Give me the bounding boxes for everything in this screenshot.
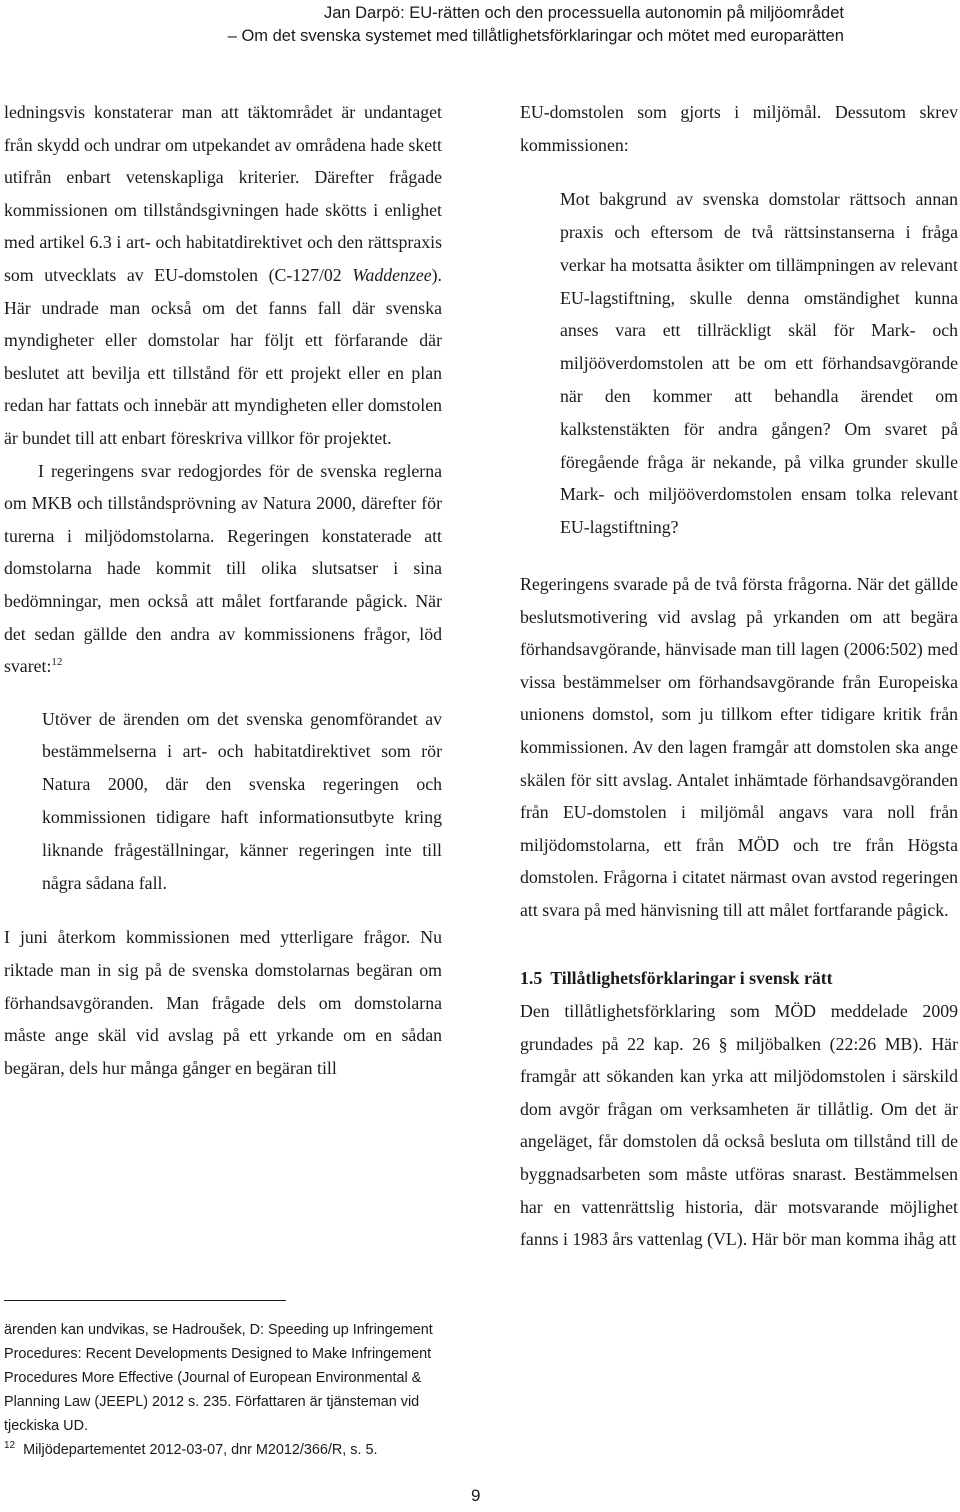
block-quote: Utöver de ärenden om det svenska genomförandet av bestämmelserna i art- och habitatdirektivet som rör Natura 2000, där den svenska regeringen och kommissionen tidigare haft informationsutbyte kring liknande frågeställningar, känner regeringen inte till några sådana fall.: [42, 708, 442, 893]
left-column: [4, 96, 442, 1084]
paragraph: Den tillåtlighetsförklaring som MÖD meddelade 2009 grundades på 22 kap. 26 § miljöbalken (22:26 MB). Här framgår att sökanden kan yrka att miljödomstolen i särskild dom avgör frågan om verksamheten är tillåtlig. Om det är angeläget, får domstolen då också besluta om tillstånd till de byggnadsarbeten som måste utföras snarast. Bestämmelsen har en vattenrättslig historia, där motsvarande möjlighet fanns i 1983 års vattenlag (VL). Här bör man komma ihåg att: [520, 1001, 958, 1250]
case-name: Waddenzee: [352, 264, 432, 285]
section-number: 1.5: [520, 968, 543, 989]
paragraph: [4, 455, 442, 683]
paragraph: [4, 96, 442, 455]
running-head-subtitle: – Om det svenska systemet med tillåtlighetsförklaringar och mötet med europarätten: [227, 27, 844, 45]
paragraph-text: ). Här undrade man också om det fanns fall där svenska myndigheter eller domstolar har följt ett förfarande där beslutet att bevilja ett tillstånd för ett projekt eller en plan redan har fattats och innebär att myndigheten eller domstolen är bundet till att enbart föreskriva villkor för projektet.: [4, 264, 442, 448]
paragraph: I juni återkom kommissionen med ytterligare frågor. Nu riktade man in sig på de svenska domstolarnas begäran om förhandsavgöranden. Man frågade dels om domstolarna måste ange skäl vid avslag på ett yrkande om en sådan begäran, dels hur många gånger en begäran till: [4, 927, 442, 1078]
paragraph-text: I regeringens svar redogjordes för de svenska reglerna om MKB och tillståndsprövning av Natura 2000, därefter för turerna i miljödomstolarna. Regeringen konstaterade att domstolarna hade kommit till olika slutsatser i sina bedömningar, men också att målet fortfarande pågick. När det sedan gällde den andra av kommissionens frågor, löd svaret:: [4, 460, 442, 677]
paragraph-text: ledningsvis konstaterar man att täktområdet är undantaget från skydd och undrar om utpekandet av områdena hade skett utifrån enbart vetenskapliga kriterier. Därefter frågade kommissionen om tillståndsgivningen hade skötts i enlighet med artikel 6.3 i art- och habitatdirektivet och den rättspraxis som utvecklats av EU-domstolen (C-127/02: [4, 102, 442, 285]
block-quote: Mot bakgrund av svenska domstolar rättsoch annan praxis och eftersom de två rättsinstanserna i fråga verkar ha motsatta åsikter om tillämpningen av relevant EU-lagstiftning, skulle denna omständighet kunna anses vara ett tillräckligt skäl för Mark- och miljööverdomstolen att be om ett förhandsavgörande när den kommer att behandla ärendet om kalkstenstäkten för andra gången? Om svaret på föregående fråga är nekande, på vilka grunder skulle Mark- och miljööverdomstolen ensam tolka relevant EU-lagstiftning?: [560, 189, 958, 538]
footnote-text: Miljödepartementet 2012-03-07, dnr M2012/366/R, s. 5.: [23, 1442, 378, 1458]
running-head-author-title: Jan Darpö: EU-rätten och den processuella autonomin på miljöområdet: [323, 4, 844, 22]
footnote-divider: [4, 1300, 286, 1301]
footnote-reference[interactable]: 12: [51, 656, 63, 669]
section-heading: [520, 962, 958, 995]
paragraph: Regeringens svarade på de två första frågorna. När det gällde beslutsmotivering vid avslag på yrkanden om att begära förhandsavgörande, hänvisade man till lagen (2006:502) med vissa bestämmelser om förhandsavgörande från Europeiska unionens domstol, som ju tillkom efter tidigare kritik från kommissionen. Av den lagen framgår att domstolen ska ange skälen för sitt avslag. Antalet inhämtade förhandsavgöranden från EU-domstolen i miljömål angavs vara noll från miljödomstolarna, ett från MÖD och tre från Högsta domstolen. Frågorna i citatet närmast ovan avstod regeringen att svara på med hänvisning till att målet fortfarande pågick.: [520, 573, 958, 920]
footnote-12: [4, 1438, 442, 1462]
footnote-continuation: ärenden kan undvikas, se Hadroušek, D: Speeding up Infringement Procedures: Recent Developments Designed to Make Infringement Procedures More Effective (Journal of European Environmental & Planning Law (JEEPL) 2012 s. 235. Författaren är tjänsteman vid tjeckiska UD.: [4, 1322, 433, 1434]
footnotes: [4, 1318, 442, 1462]
page-number: 9: [471, 1486, 481, 1505]
running-head: [228, 2, 844, 48]
right-column: [520, 96, 958, 1256]
footnote-number: 12: [4, 1440, 16, 1452]
section-title: Tillåtlighetsförklaringar i svensk rätt: [550, 968, 833, 989]
paragraph: EU-domstolen som gjorts i miljömål. Dessutom skrev kommissionen:: [520, 102, 958, 155]
